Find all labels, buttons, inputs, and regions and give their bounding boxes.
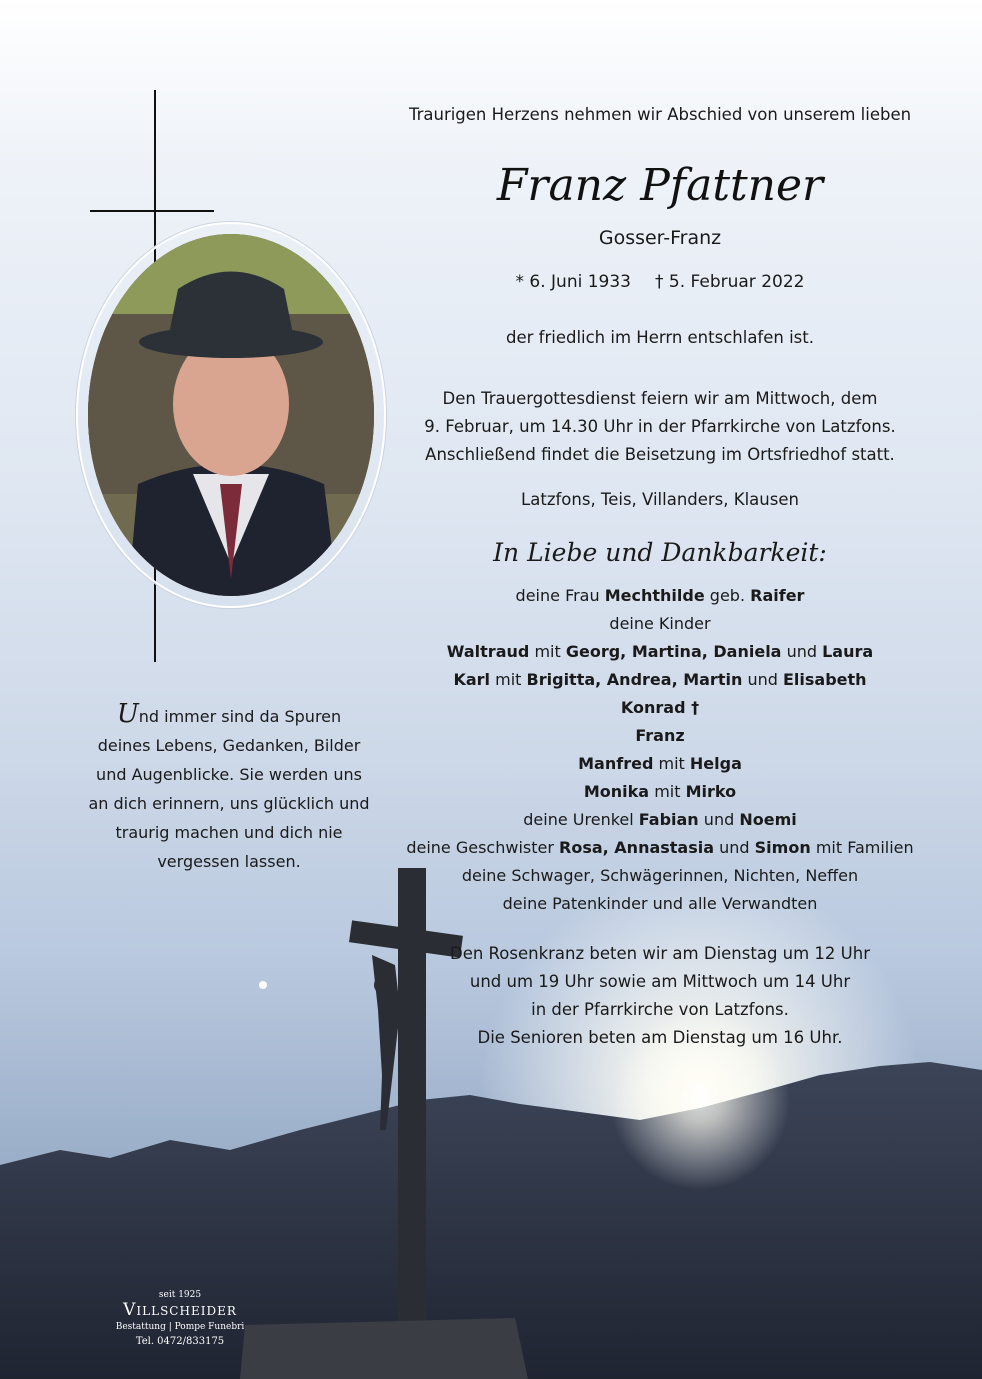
small-light xyxy=(259,981,267,989)
funeral-home-logo xyxy=(110,1290,250,1349)
stone-plinth xyxy=(240,1318,528,1379)
logo-since: seit 1925 xyxy=(158,1290,202,1300)
death-date: † 5. Februar 2022 xyxy=(655,272,805,292)
child-name: Konrad † xyxy=(620,698,700,717)
text: und xyxy=(719,838,750,857)
poem-line: traurig machen und dich nie xyxy=(115,823,343,842)
relative-name: Laura xyxy=(822,642,874,661)
logo-phone: Tel. 0472/833175 xyxy=(135,1336,225,1347)
text: mit xyxy=(658,754,685,773)
text: mit xyxy=(534,642,561,661)
siblings-line xyxy=(380,834,940,862)
mourners-list xyxy=(380,582,940,918)
relative-name: Noemi xyxy=(739,810,797,829)
child-line xyxy=(380,666,940,694)
text: deine Frau xyxy=(515,586,600,605)
child-name: Franz xyxy=(635,726,685,745)
rosary-line: und um 19 Uhr sowie am Mittwoch um 14 Uhr xyxy=(469,972,851,991)
text: und xyxy=(786,642,818,661)
life-dates xyxy=(400,272,920,292)
text: geb. xyxy=(709,586,746,605)
rosary-text xyxy=(400,940,920,1052)
rosary-line: Die Senioren beten am Dienstag um 16 Uhr. xyxy=(477,1028,843,1047)
relative-names: Rosa, Annastasia xyxy=(559,838,715,857)
funeral-service-text xyxy=(400,385,920,469)
relative-name: Fabian xyxy=(638,810,699,829)
relative-names: Brigitta, Andrea, Martin xyxy=(526,670,743,689)
text: nd immer sind da Spuren xyxy=(138,707,342,726)
poem-line: und Augenblicke. Sie werden uns xyxy=(96,765,362,784)
poem-line: an dich erinnern, uns glücklich und xyxy=(88,794,370,813)
relative-names: Georg, Martina, Daniela xyxy=(565,642,782,661)
wife-name: Mechthilde xyxy=(604,586,705,605)
text: mit Familien xyxy=(815,838,914,857)
relative-name: Simon xyxy=(754,838,811,857)
child-line xyxy=(380,638,940,666)
child-line xyxy=(380,778,940,806)
service-line: Den Trauergottesdienst feiern wir am Mittwoch, dem xyxy=(442,389,878,408)
text: mit xyxy=(654,782,681,801)
text: mit xyxy=(495,670,522,689)
service-line: Anschließend findet die Beisetzung im Ortsfriedhof statt. xyxy=(425,445,895,464)
child-line xyxy=(380,722,940,750)
child-line xyxy=(380,750,940,778)
child-name: Waltraud xyxy=(446,642,530,661)
child-name: Manfred xyxy=(578,754,654,773)
poem-line: deines Lebens, Gedanken, Bilder xyxy=(97,736,361,755)
text: deine Geschwister xyxy=(406,838,554,857)
godchildren-line: deine Patenkinder und alle Verwandten xyxy=(502,894,818,913)
children-label: deine Kinder xyxy=(609,614,711,633)
inlaws-line: deine Schwager, Schwägerinnen, Nichten, Neffen xyxy=(461,866,859,885)
text: und xyxy=(747,670,778,689)
poem-initial: U xyxy=(116,699,139,729)
birth-date: * 6. Juni 1933 xyxy=(515,272,631,292)
service-line: 9. Februar, um 14.30 Uhr in der Pfarrkirche von Latzfons. xyxy=(424,417,896,436)
child-name: Monika xyxy=(583,782,650,801)
places-text: Latzfons, Teis, Villanders, Klausen xyxy=(521,490,799,509)
logo-subtitle: Bestattung | Pompe Funebri xyxy=(115,1322,245,1332)
thanks-heading: In Liebe und Dankbarkeit: xyxy=(493,538,827,567)
relative-name: Mirko xyxy=(685,782,737,801)
portrait-photo xyxy=(88,234,374,596)
passing-text: der friedlich im Herrn entschlafen ist. xyxy=(505,328,814,347)
child-name: Karl xyxy=(453,670,491,689)
wife-line xyxy=(380,582,940,610)
cross-horizontal-line xyxy=(90,210,214,212)
rosary-line: Den Rosenkranz beten wir am Dienstag um 12 Uhr xyxy=(449,944,870,963)
wife-maiden-name: Raifer xyxy=(750,586,805,605)
relative-name: Elisabeth xyxy=(782,670,867,689)
rosary-line: in der Pfarrkirche von Latzfons. xyxy=(531,1000,789,1019)
deceased-name: Franz Pfattner xyxy=(496,160,824,211)
memorial-poem xyxy=(84,700,374,876)
intro-text: Traurigen Herzens nehmen wir Abschied von unserem lieben xyxy=(408,105,912,124)
text: und xyxy=(703,810,735,829)
poem-line xyxy=(84,700,374,731)
relative-name: Helga xyxy=(689,754,742,773)
poem-line: vergessen lassen. xyxy=(157,852,301,871)
child-line xyxy=(380,694,940,722)
great-grandchildren-line xyxy=(380,806,940,834)
text: deine Urenkel xyxy=(523,810,634,829)
nickname: Gosser-Franz xyxy=(598,227,722,249)
logo-brand: Villscheider xyxy=(123,1300,237,1320)
